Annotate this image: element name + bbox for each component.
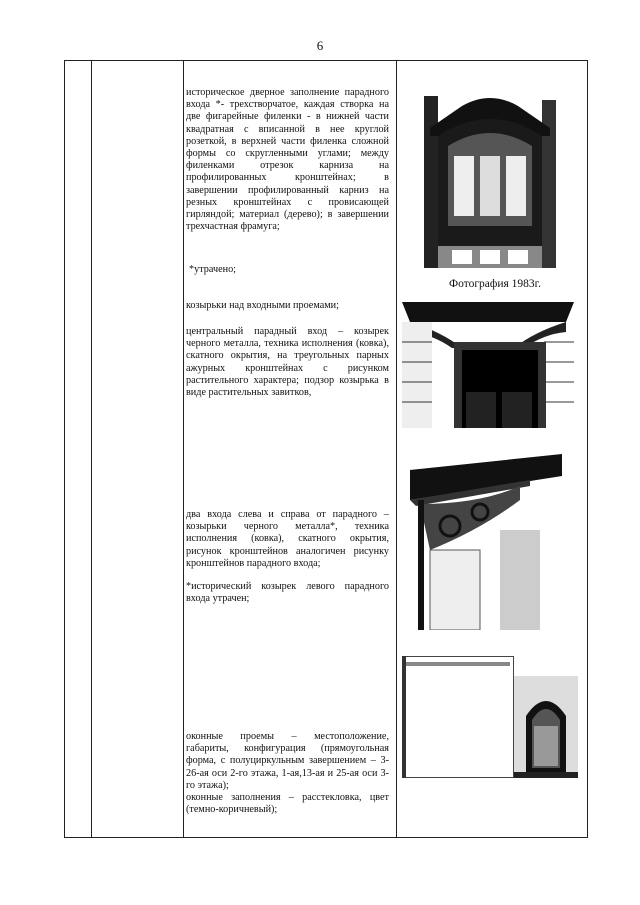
central-canopy-photo [402,292,574,428]
column-divider-2 [183,61,184,837]
door-description: историческое дверное заполнение парадного входа *- трехстворчатое, каждая створка на две фигарейные филенки - в нижней части квадратная с вписанной в нее круглой розеткой, в верхней части филенка сложной формы со скругленными углами; между филенками отрезок карниза на профилированных кронштейнах; в завершении профилированный карниз на резных кронштейнах с провисающей гирляндой; материал (дерево); в завершении трехчастная фрамуга; [186,87,389,233]
canopies-heading: козырьки над входными проемами; [186,300,339,311]
arched-window-photo [514,676,578,778]
page-number: 6 [316,38,324,53]
left-canopy-note: *исторический козырек левого парадного входа утрачен; [186,581,389,605]
door-photo-1983 [424,76,556,268]
window-openings-description: оконные проемы – местоположение, габариты, конфигурация (прямоугольная форма, с полуциркульным завершением – 3-26-ая оси 2-го этажа, 1-ая,13-ая и 25-ая оси 3-го этажа); [186,731,389,791]
lost-note: *утрачено; [189,264,236,275]
side-canopies-description: два входа слева и справа от парадного – козырьки черного металла*, техника исполнения (ковка), скатного окрытия, рисунок кронштейнов аналогичен рисунку кронштейнов парадного входа; [186,509,389,569]
column-divider-3 [396,61,397,837]
side-canopy-photo [410,440,562,630]
photo-caption: Фотография 1983г. [449,278,541,290]
central-canopy-description: центральный парадный вход – козырек черного металла, техника исполнения (ковка), скатного окрытия, на треугольных парных ажурных кронштейнах с рисунком растительного характера; подзор козырька в виде растительных завитков, [186,326,389,399]
window-fillings-description: оконные заполнения – расстекловка, цвет (темно-коричневый); [186,792,389,816]
facade-windows-photo [402,656,514,778]
description-column [186,61,389,837]
column-divider-1 [91,61,92,837]
